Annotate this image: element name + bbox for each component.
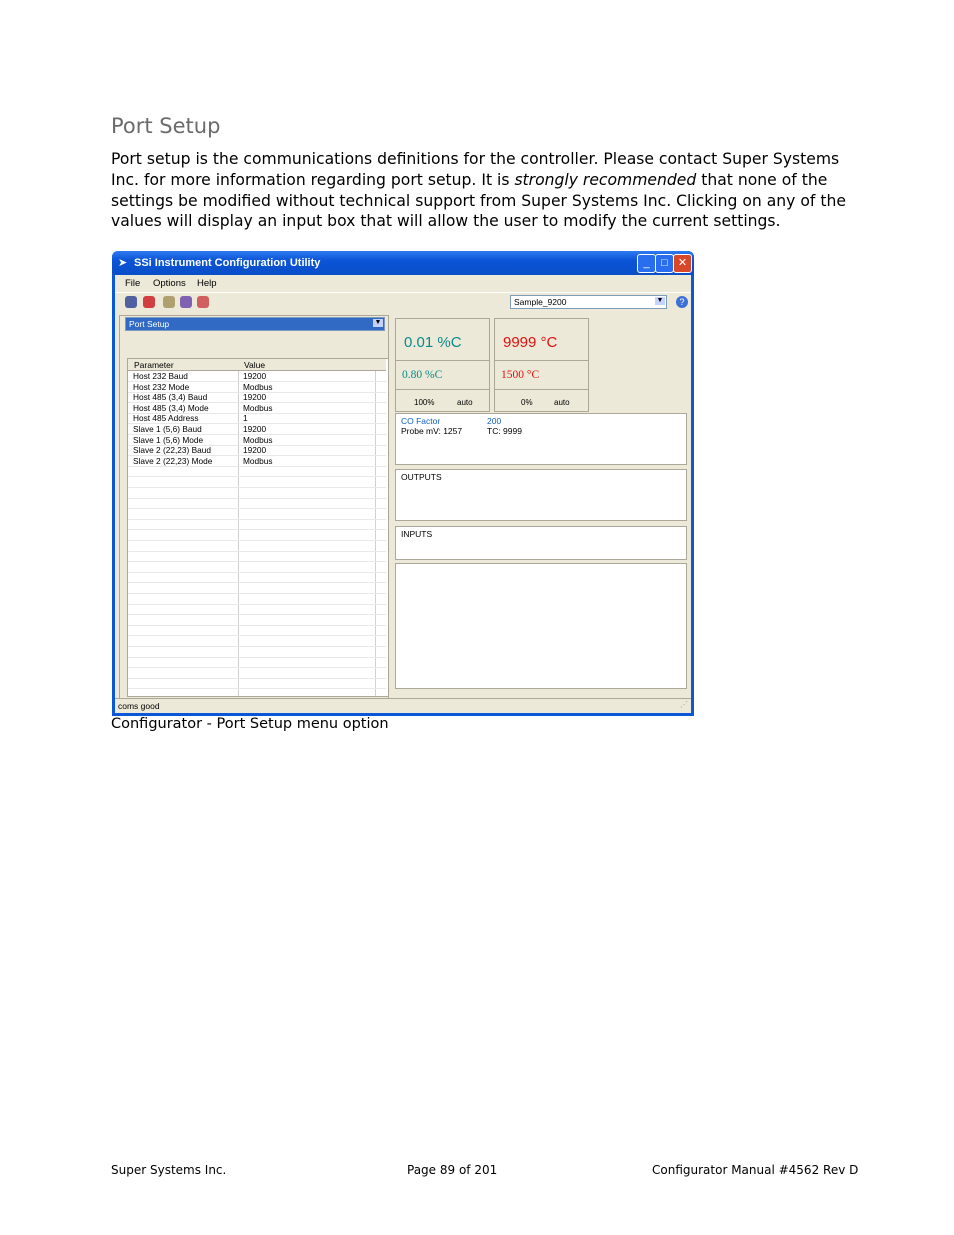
parameter-cell: Host 485 (3,4) Baud: [133, 392, 208, 403]
table-row[interactable]: [128, 403, 386, 414]
parameter-cell: Host 485 (3,4) Mode: [133, 402, 209, 413]
readout-sp[interactable]: 1500 °C: [501, 369, 540, 381]
info-box: [395, 413, 687, 465]
value-cell[interactable]: 19200: [243, 445, 267, 456]
grid-header: [128, 359, 386, 371]
readout-mode[interactable]: auto: [554, 398, 570, 407]
chevron-down-icon[interactable]: ▼: [374, 319, 382, 326]
table-row[interactable]: [128, 530, 386, 541]
status-text: coms good: [118, 701, 160, 711]
figure-caption: Configurator - Port Setup menu option: [111, 716, 389, 732]
table-row[interactable]: [128, 583, 386, 594]
maximize-icon[interactable]: □: [655, 254, 674, 273]
table-row[interactable]: [128, 562, 386, 573]
chevron-down-icon[interactable]: ▼: [656, 297, 664, 304]
body-paragraph: [111, 149, 846, 232]
log-box: [395, 563, 687, 689]
inputs-label: INPUTS: [401, 529, 433, 539]
readout-output: 100%: [414, 398, 435, 407]
help-icon[interactable]: ?: [676, 296, 688, 308]
menu-file[interactable]: File: [125, 278, 141, 289]
table-row[interactable]: [128, 615, 386, 626]
readout-output: 0%: [521, 398, 533, 407]
column-header-value[interactable]: Value: [244, 360, 266, 370]
table-row[interactable]: [128, 519, 386, 530]
table-row[interactable]: [128, 392, 386, 403]
right-panel: [393, 315, 691, 697]
table-row[interactable]: [128, 413, 386, 424]
value-cell[interactable]: 19200: [243, 392, 267, 403]
section-heading: Port Setup: [111, 114, 221, 138]
co-factor-value[interactable]: 200: [487, 416, 502, 426]
readout-temperature[interactable]: [494, 318, 589, 412]
para-emphasis: strongly recommended: [514, 170, 697, 189]
value-cell[interactable]: Modbus: [243, 455, 273, 466]
readout-carbon[interactable]: [395, 318, 490, 412]
outputs-label: OUTPUTS: [401, 472, 442, 482]
outputs-box: [395, 469, 687, 521]
table-row[interactable]: [128, 657, 386, 668]
close-icon[interactable]: ✕: [673, 254, 692, 273]
table-row[interactable]: [128, 477, 386, 488]
table-row[interactable]: [128, 424, 386, 435]
status-bar: [115, 698, 691, 713]
column-header-parameter[interactable]: Parameter: [134, 360, 174, 370]
parameter-cell: Slave 2 (22,23) Baud: [133, 445, 211, 456]
parameter-cell: Slave 1 (5,6) Mode: [133, 434, 204, 445]
menu-select[interactable]: [125, 317, 385, 331]
divider: [495, 389, 588, 390]
table-row[interactable]: [128, 572, 386, 583]
connect-icon[interactable]: [125, 296, 137, 308]
divider: [396, 360, 489, 361]
divider: [396, 389, 489, 390]
divider: [495, 360, 588, 361]
menu-bar: [115, 275, 691, 292]
probe-mv: Probe mV: 1257: [401, 426, 463, 436]
value-cell[interactable]: 19200: [243, 424, 267, 434]
value-cell[interactable]: 1: [243, 413, 248, 424]
table-row[interactable]: [128, 445, 386, 456]
table-row[interactable]: [128, 488, 386, 499]
disconnect-icon[interactable]: [143, 296, 155, 308]
para-text-2: that none of the settings be modified without technical support from Super Systems Inc. Clicking on any of the values will display an input box that will allow the user to modify the current settings.: [111, 170, 846, 231]
table-row[interactable]: [128, 594, 386, 605]
parameter-cell: Host 232 Mode: [133, 381, 190, 392]
table-row[interactable]: [128, 456, 386, 467]
client-area: [115, 275, 691, 712]
table-row[interactable]: [128, 498, 386, 509]
footer-right: Configurator Manual #4562 Rev D: [652, 1163, 859, 1177]
value-cell[interactable]: Modbus: [243, 381, 273, 392]
readout-pv: 9999 °C: [503, 334, 558, 351]
parameter-cell: Slave 1 (5,6) Baud: [133, 424, 202, 434]
value-cell[interactable]: Modbus: [243, 434, 273, 445]
table-row[interactable]: [128, 678, 386, 689]
table-row[interactable]: [128, 636, 386, 647]
app-icon: ➤: [118, 257, 128, 269]
table-row[interactable]: [128, 509, 386, 520]
menu-options[interactable]: Options: [153, 278, 186, 289]
para-text-1: Port setup is the communications definitions for the controller. Please contact Super Systems Inc. for more information regarding port setup. It is: [111, 150, 840, 189]
app-window: [112, 251, 694, 716]
readout-pv: 0.01 %C: [404, 334, 462, 351]
window-title: SSi Instrument Configuration Utility: [134, 257, 321, 269]
footer-page: Page 89 of 201: [407, 1163, 498, 1177]
table-row[interactable]: [128, 382, 386, 393]
value-cell[interactable]: 19200: [243, 371, 267, 381]
gear-icon[interactable]: [180, 296, 192, 308]
inputs-box: [395, 526, 687, 560]
edit-icon[interactable]: [197, 296, 209, 308]
menu-help[interactable]: Help: [197, 278, 217, 289]
trophy-icon[interactable]: [163, 296, 175, 308]
tc-value: TC: 9999: [487, 426, 522, 436]
table-row[interactable]: [128, 647, 386, 658]
parameter-cell: Host 232 Baud: [133, 371, 188, 381]
left-panel: [119, 315, 389, 699]
parameter-cell: Host 485 Address: [133, 413, 199, 424]
instrument-select[interactable]: [510, 295, 667, 309]
footer-left: Super Systems Inc.: [111, 1163, 227, 1177]
parameter-grid: [127, 358, 389, 697]
table-row[interactable]: [128, 541, 386, 552]
table-row[interactable]: [128, 668, 386, 679]
table-row[interactable]: [128, 625, 386, 636]
table-row[interactable]: [128, 604, 386, 615]
table-row[interactable]: [128, 371, 386, 382]
parameter-cell: Slave 2 (22,23) Mode: [133, 455, 213, 466]
table-row[interactable]: [128, 466, 386, 477]
co-factor-label: CO Factor: [401, 416, 441, 426]
readout-mode[interactable]: auto: [457, 398, 473, 407]
resize-grip-icon[interactable]: ⋰: [680, 700, 688, 709]
instrument-select-value: Sample_9200: [514, 297, 567, 307]
readout-sp[interactable]: 0.80 %C: [402, 369, 443, 381]
minimize-icon[interactable]: _: [637, 254, 656, 273]
value-cell[interactable]: Modbus: [243, 402, 273, 413]
title-bar[interactable]: [112, 251, 694, 275]
table-row[interactable]: [128, 435, 386, 446]
table-row[interactable]: [128, 551, 386, 562]
menu-select-value: Port Setup: [129, 319, 170, 329]
